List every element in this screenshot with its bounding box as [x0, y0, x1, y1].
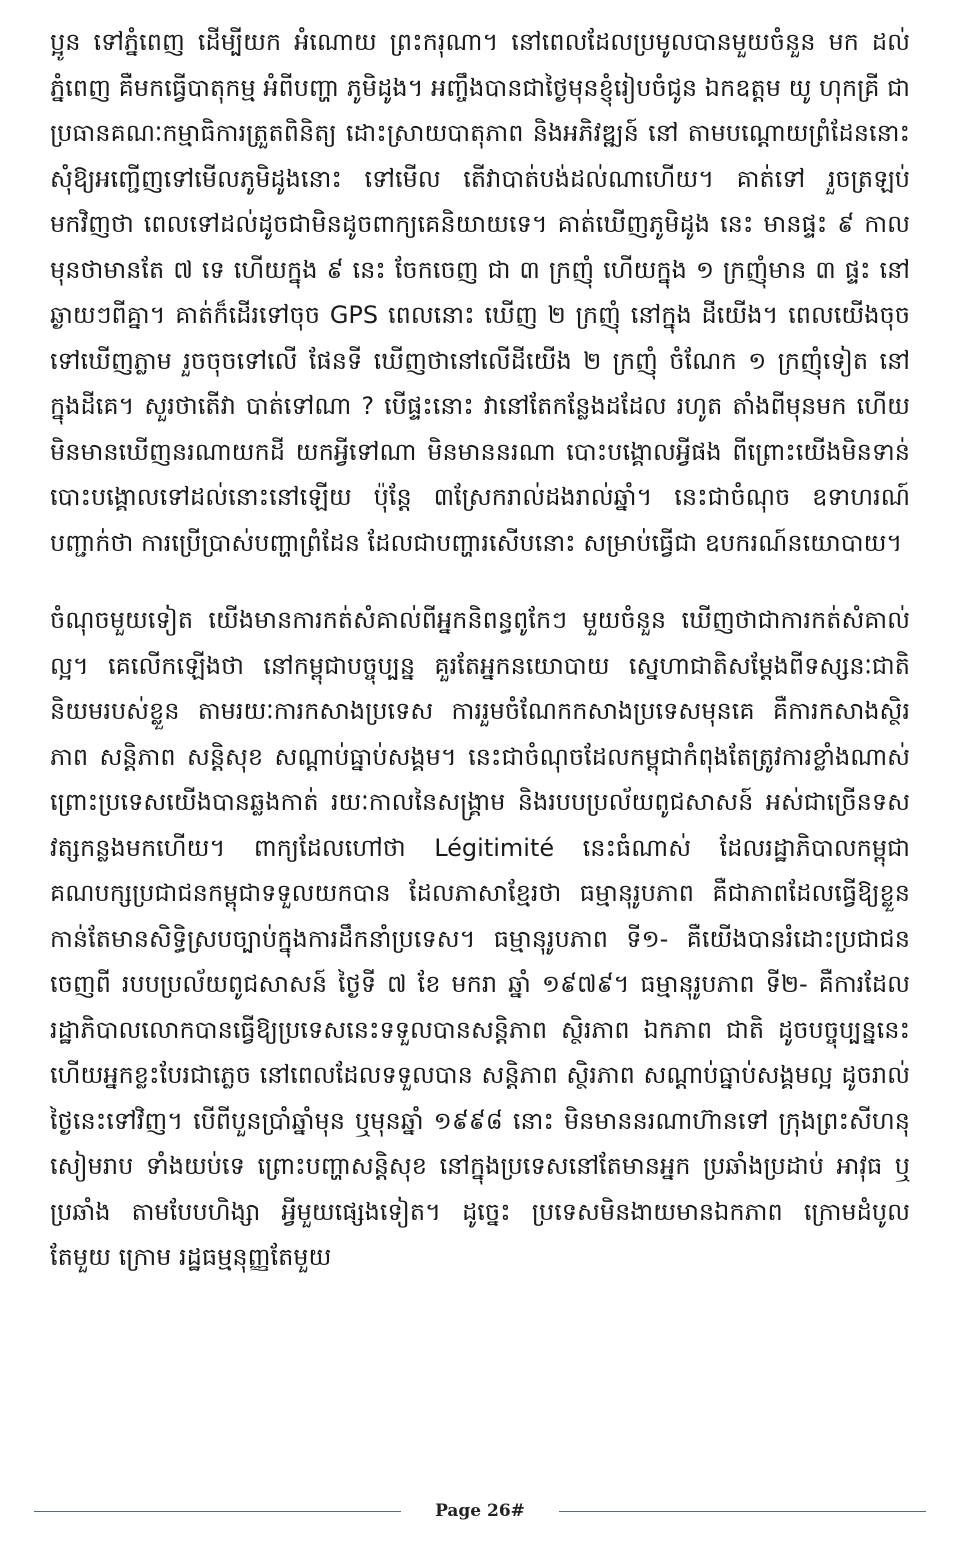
footer-rule-left — [34, 1511, 401, 1512]
document-body — [50, 20, 910, 1281]
footer-rule-right — [559, 1511, 926, 1512]
page-number: Page 26# — [435, 1501, 525, 1521]
body-paragraph: ប្អូន ទៅភ្នំពេញ ដើម្បីយក អំណោយ ព្រះករុណា។ នៅពេលដែលប្រមូលបានមួយចំនួន មក ដល់ភ្នំពេញ គឺមកធ្វើបាតុកម្ម អំពីបញ្ហា ភូមិដូង។ អញ្ចឹងបានជាថ្ងៃមុនខ្ញុំរៀបចំជូន ឯកឧត្តម យូ ហុកគ្រី ជាប្រធានគណៈកម្មាធិការត្រួតពិនិត្យ ដោះស្រាយបាតុភាព និងអភិវឌ្ឍន៍ នៅ តាមបណ្តោយព្រំដែននោះ សុំឱ្យអញ្ជើញទៅមើលភូមិដូងនោះ ទៅមើល តើវាបាត់បង់ដល់ណាហើយ។ គាត់ទៅ រួចត្រឡប់មកវិញថា ពេលទៅដល់ដូចជាមិនដូចពាក្យគេនិយាយទេ។ គាត់ឃើញភូមិដូង នេះ មានផ្ទះ ៩ កាលមុនថាមានតែ ៧ ទេ ហើយក្នុង ៩ នេះ ចែកចេញ ជា ៣ ក្រញុំ ហើយក្នុង ១ ក្រញុំមាន ៣ ផ្ទះ នៅឆ្ងាយៗពីគ្នា។ គាត់ក៏ដើរទៅចុច GPS ពេលនោះ ឃើញ ២ ក្រញុំ នៅក្នុង ដីយើង។ ពេលយើងចុចទៅឃើញភ្លាម រួចចុចទៅលើ ផែនទី ឃើញថានៅលើដីយើង ២ ក្រញុំ ចំណែក ១ ក្រញុំទៀត នៅក្នុងដីគេ។ សួរថាតើវា បាត់ទៅណា ? បើផ្ទះនោះ វានៅតែកន្លែងដដែល រហូត តាំងពីមុនមក ហើយមិនមានឃើញនរណាយកដី យកអ្វីទៅណា មិនមាននរណា បោះបង្គោលអ្វីផង ពីព្រោះយើងមិនទាន់បោះបង្គោលទៅដល់នោះនៅឡើយ ប៉ុន្តែ ៣ស្រែករាល់ដងរាល់ឆ្នាំ។ នេះជាចំណុច ឧទាហរណ៍ បញ្ជាក់ថា ការប្រើប្រាស់បញ្ហាព្រំដែន ដែលជាបញ្ហារសើបនោះ សម្រាប់ធ្វើជា ឧបករណ៍នយោបាយ។ — [50, 28, 911, 557]
page-footer — [34, 1496, 926, 1526]
body-paragraph: ចំណុចមួយទៀត យើងមានការកត់សំគាល់ពីអ្នកនិពន្ធពូកែៗ មួយចំនួន ឃើញថាជាការកត់សំគាល់ល្អ។ គេលើកឡើងថា នៅកម្ពុជាបច្ចុប្បន្ន គួរតែអ្នកនយោបាយ ស្នេហាជាតិសម្តែងពីទស្សនៈជាតិនិយមរបស់ខ្លួន តាមរយៈការកសាងប្រទេស ការរួមចំណែកកសាងប្រទេសមុនគេ គឺការកសាងស្ថិរភាព សន្តិភាព សន្តិសុខ សណ្តាប់ធ្នាប់សង្គម។ នេះជាចំណុចដែលកម្ពុជាកំពុងតែត្រូវការខ្លាំងណាស់ ព្រោះប្រទេសយើងបានឆ្លងកាត់ រយៈកាលនៃសង្គ្រាម និងរបបប្រល័យពូជសាសន៍ អស់ជាច្រើនទសវត្សកន្លងមកហើយ។ ពាក្យដែលហៅថា Légitimité នេះធំណាស់ ដែលរដ្ឋាភិបាលកម្ពុជា គណបក្សប្រជាជនកម្ពុជាទទួលយកបាន ដែលភាសាខ្មែរថា ធម្មានុរូបភាព គឺជាភាពដែលធ្វើឱ្យខ្លួន កាន់តែមានសិទ្ធិស្របច្បាប់ក្នុងការដឹកនាំប្រទេស។ ធម្មានុរូបភាព ទី១- គឺយើងបានរំដោះប្រជាជនចេញពី របបប្រល័យពូជសាសន៍ ថ្ងៃទី ៧ ខែ មករា ឆ្នាំ ១៩៧៩។ ធម្មានុរូបភាព ទី២- គឺការដែលរដ្ឋាភិបាលលោកបានធ្វើឱ្យប្រទេសនេះទទួលបានសន្តិភាព ស្ថិរភាព ឯកភាព ជាតិ ដូចបច្ចុប្បន្ននេះ ហើយអ្នកខ្លះបែរជាភ្លេច នៅពេលដែលទទួលបាន សន្តិភាព ស្ថិរភាព សណ្តាប់ធ្នាប់សង្គមល្អ ដូចរាល់ថ្ងៃនេះទៅវិញ។ បើពីបួនប្រាំឆ្នាំមុន ឬមុនឆ្នាំ ១៩៩៨ នោះ មិនមាននរណាហ៊ានទៅ ក្រុងព្រះសីហនុ សៀមរាប ទាំងយប់ទេ ព្រោះបញ្ហាសន្តិសុខ នៅក្នុងប្រទេសនៅតែមានអ្នក ប្រឆាំងប្រដាប់ អាវុធ ឬប្រឆាំង តាមបែបហិង្សា អ្វីមួយផ្សេងទៀត។ ដូច្នេះ ប្រទេសមិនងាយមានឯកភាព ក្រោមដំបូល តែមួយ ក្រោម រដ្ឋធម្មនុញ្ញតែមួយ — [50, 606, 910, 1271]
